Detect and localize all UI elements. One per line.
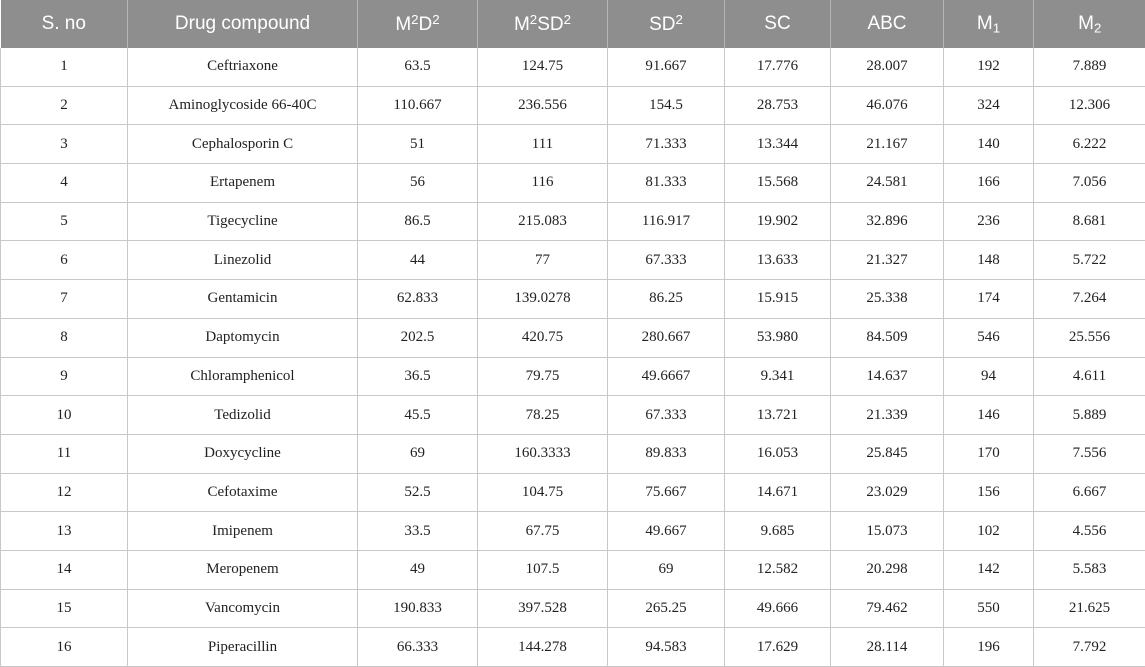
cell-sc: 13.344 (725, 125, 831, 164)
cell-abc: 24.581 (831, 164, 944, 203)
cell-m1: 174 (944, 280, 1034, 319)
header-row (1, 0, 1145, 48)
cell-m2d2: 36.5 (358, 357, 478, 396)
cell-sc: 13.721 (725, 396, 831, 435)
cell-sc: 16.053 (725, 434, 831, 473)
cell-m2: 7.056 (1034, 164, 1145, 203)
cell-drug-compound: Tedizolid (128, 396, 358, 435)
cell-sd2: 49.6667 (608, 357, 725, 396)
cell-sno: 9 (1, 357, 128, 396)
cell-m2sd2: 144.278 (478, 628, 608, 667)
table-row (1, 318, 1145, 357)
cell-sno: 1 (1, 48, 128, 86)
cell-abc: 14.637 (831, 357, 944, 396)
cell-m2: 6.667 (1034, 473, 1145, 512)
cell-m2d2: 49 (358, 550, 478, 589)
cell-m2: 7.792 (1034, 628, 1145, 667)
cell-sd2: 89.833 (608, 434, 725, 473)
cell-drug-compound: Cephalosporin C (128, 125, 358, 164)
cell-drug-compound: Linezolid (128, 241, 358, 280)
cell-m2: 21.625 (1034, 589, 1145, 628)
header-m2: $M_2$ (1034, 0, 1145, 48)
cell-drug-compound: Cefotaxime (128, 473, 358, 512)
cell-drug-compound: Ertapenem (128, 164, 358, 203)
cell-sc: 19.902 (725, 202, 831, 241)
cell-m2d2: 69 (358, 434, 478, 473)
cell-m2d2: 190.833 (358, 589, 478, 628)
cell-m2: 5.722 (1034, 241, 1145, 280)
cell-sc: 15.915 (725, 280, 831, 319)
cell-sd2: 154.5 (608, 86, 725, 125)
cell-sd2: 280.667 (608, 318, 725, 357)
cell-m1: 546 (944, 318, 1034, 357)
cell-sc: 9.341 (725, 357, 831, 396)
cell-m1: 324 (944, 86, 1034, 125)
cell-m1: 196 (944, 628, 1034, 667)
cell-sno: 4 (1, 164, 128, 203)
cell-m2sd2: 104.75 (478, 473, 608, 512)
cell-m1: 94 (944, 357, 1034, 396)
cell-m2d2: 44 (358, 241, 478, 280)
cell-abc: 32.896 (831, 202, 944, 241)
cell-drug-compound: Chloramphenicol (128, 357, 358, 396)
cell-m1: 236 (944, 202, 1034, 241)
cell-m2: 5.583 (1034, 550, 1145, 589)
cell-m2sd2: 111 (478, 125, 608, 164)
cell-abc: 25.338 (831, 280, 944, 319)
cell-m1: 102 (944, 512, 1034, 551)
cell-abc: 84.509 (831, 318, 944, 357)
table-row (1, 125, 1145, 164)
cell-sno: 3 (1, 125, 128, 164)
table-row (1, 628, 1145, 667)
table-row (1, 357, 1145, 396)
cell-m2d2: 110.667 (358, 86, 478, 125)
cell-sno: 11 (1, 434, 128, 473)
cell-sd2: 69 (608, 550, 725, 589)
cell-abc: 21.339 (831, 396, 944, 435)
table-row (1, 396, 1145, 435)
cell-m2: 12.306 (1034, 86, 1145, 125)
cell-m2sd2: 215.083 (478, 202, 608, 241)
cell-sd2: 49.667 (608, 512, 725, 551)
cell-abc: 15.073 (831, 512, 944, 551)
cell-drug-compound: Vancomycin (128, 589, 358, 628)
cell-abc: 21.167 (831, 125, 944, 164)
cell-abc: 28.007 (831, 48, 944, 86)
cell-sc: 13.633 (725, 241, 831, 280)
cell-sno: 8 (1, 318, 128, 357)
cell-m2: 4.556 (1034, 512, 1145, 551)
cell-sno: 6 (1, 241, 128, 280)
cell-abc: 25.845 (831, 434, 944, 473)
header-m2d2: $M^2D^2$ (358, 0, 478, 48)
cell-sc: 15.568 (725, 164, 831, 203)
cell-sno: 14 (1, 550, 128, 589)
cell-m1: 550 (944, 589, 1034, 628)
cell-sno: 10 (1, 396, 128, 435)
table-row (1, 48, 1145, 86)
cell-m2sd2: 139.0278 (478, 280, 608, 319)
cell-m1: 156 (944, 473, 1034, 512)
cell-m2sd2: 236.556 (478, 86, 608, 125)
cell-sd2: 81.333 (608, 164, 725, 203)
cell-m2sd2: 124.75 (478, 48, 608, 86)
cell-m1: 142 (944, 550, 1034, 589)
cell-abc: 21.327 (831, 241, 944, 280)
cell-abc: 23.029 (831, 473, 944, 512)
cell-sno: 5 (1, 202, 128, 241)
cell-sno: 16 (1, 628, 128, 667)
cell-sd2: 67.333 (608, 396, 725, 435)
header-sc: SC (725, 0, 831, 48)
cell-sd2: 86.25 (608, 280, 725, 319)
cell-m2sd2: 116 (478, 164, 608, 203)
cell-m2sd2: 78.25 (478, 396, 608, 435)
cell-abc: 20.298 (831, 550, 944, 589)
cell-m1: 170 (944, 434, 1034, 473)
cell-sc: 12.582 (725, 550, 831, 589)
cell-m2sd2: 420.75 (478, 318, 608, 357)
cell-m2d2: 62.833 (358, 280, 478, 319)
cell-drug-compound: Doxycycline (128, 434, 358, 473)
cell-m2d2: 202.5 (358, 318, 478, 357)
cell-abc: 46.076 (831, 86, 944, 125)
table-row (1, 512, 1145, 551)
table-row (1, 241, 1145, 280)
table-row (1, 202, 1145, 241)
table-row (1, 589, 1145, 628)
cell-m2: 4.611 (1034, 357, 1145, 396)
cell-drug-compound: Daptomycin (128, 318, 358, 357)
table-row (1, 164, 1145, 203)
cell-m2: 25.556 (1034, 318, 1145, 357)
cell-m2: 5.889 (1034, 396, 1145, 435)
cell-abc: 28.114 (831, 628, 944, 667)
cell-m1: 146 (944, 396, 1034, 435)
cell-sc: 14.671 (725, 473, 831, 512)
cell-sc: 9.685 (725, 512, 831, 551)
cell-drug-compound: Meropenem (128, 550, 358, 589)
cell-drug-compound: Piperacillin (128, 628, 358, 667)
header-sd2: $SD^2$ (608, 0, 725, 48)
header-m1: $M_1$ (944, 0, 1034, 48)
header-drug-compound: Drug compound (128, 0, 358, 48)
table-row (1, 473, 1145, 512)
table-row (1, 280, 1145, 319)
cell-sno: 2 (1, 86, 128, 125)
cell-sd2: 116.917 (608, 202, 725, 241)
cell-m1: 140 (944, 125, 1034, 164)
cell-sd2: 71.333 (608, 125, 725, 164)
cell-sc: 28.753 (725, 86, 831, 125)
cell-m2d2: 56 (358, 164, 478, 203)
cell-sno: 7 (1, 280, 128, 319)
cell-drug-compound: Tigecycline (128, 202, 358, 241)
cell-m1: 148 (944, 241, 1034, 280)
table-body (1, 48, 1145, 667)
cell-m2d2: 33.5 (358, 512, 478, 551)
cell-m1: 192 (944, 48, 1034, 86)
table-row (1, 434, 1145, 473)
cell-drug-compound: Ceftriaxone (128, 48, 358, 86)
cell-m2d2: 63.5 (358, 48, 478, 86)
cell-m1: 166 (944, 164, 1034, 203)
cell-m2d2: 66.333 (358, 628, 478, 667)
cell-sno: 12 (1, 473, 128, 512)
cell-m2: 7.889 (1034, 48, 1145, 86)
cell-sd2: 91.667 (608, 48, 725, 86)
cell-drug-compound: Imipenem (128, 512, 358, 551)
cell-m2sd2: 79.75 (478, 357, 608, 396)
cell-abc: 79.462 (831, 589, 944, 628)
header-abc: ABC (831, 0, 944, 48)
cell-m2d2: 86.5 (358, 202, 478, 241)
cell-sd2: 75.667 (608, 473, 725, 512)
cell-m2: 7.264 (1034, 280, 1145, 319)
cell-m2sd2: 67.75 (478, 512, 608, 551)
cell-sc: 53.980 (725, 318, 831, 357)
cell-m2: 7.556 (1034, 434, 1145, 473)
cell-sc: 17.629 (725, 628, 831, 667)
cell-sc: 17.776 (725, 48, 831, 86)
cell-sno: 15 (1, 589, 128, 628)
cell-m2sd2: 77 (478, 241, 608, 280)
header-m2sd2: $M^2SD^2$ (478, 0, 608, 48)
cell-m2: 8.681 (1034, 202, 1145, 241)
cell-drug-compound: Aminoglycoside 66-40C (128, 86, 358, 125)
cell-m2d2: 52.5 (358, 473, 478, 512)
cell-sd2: 265.25 (608, 589, 725, 628)
cell-m2sd2: 160.3333 (478, 434, 608, 473)
cell-drug-compound: Gentamicin (128, 280, 358, 319)
cell-sd2: 67.333 (608, 241, 725, 280)
cell-sd2: 94.583 (608, 628, 725, 667)
cell-m2d2: 51 (358, 125, 478, 164)
header-sno: S. no (1, 0, 128, 48)
cell-sno: 13 (1, 512, 128, 551)
cell-m2: 6.222 (1034, 125, 1145, 164)
table-row (1, 550, 1145, 589)
cell-m2sd2: 107.5 (478, 550, 608, 589)
cell-m2sd2: 397.528 (478, 589, 608, 628)
cell-sc: 49.666 (725, 589, 831, 628)
table-row (1, 86, 1145, 125)
cell-m2d2: 45.5 (358, 396, 478, 435)
